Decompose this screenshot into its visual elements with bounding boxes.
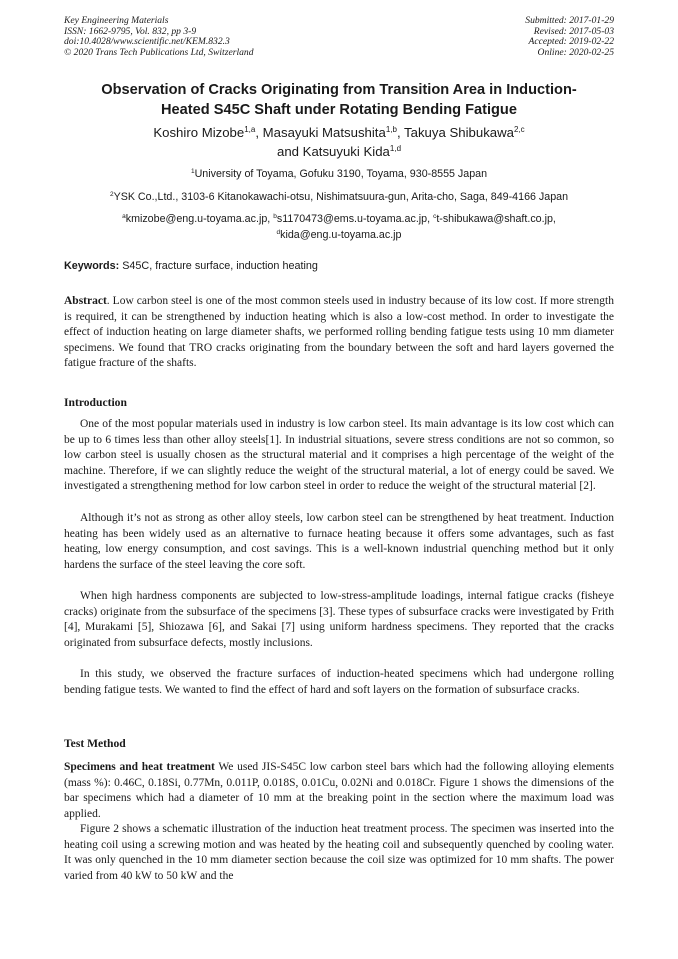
author-name: Koshiro Mizobe [153, 125, 245, 140]
date-submitted: Submitted: 2017-01-29 [525, 15, 614, 26]
subsection-heading: Specimens and heat treatment [64, 761, 215, 773]
author-and: and [276, 144, 303, 159]
abstract [64, 294, 614, 372]
intro-paragraph-4: In this study, we observed the fracture surfaces of induction-heated specimens which had undergone rolling bending fatigue tests. We wanted to find the effect of hard and soft layers on the formation of subsurface cracks. [64, 668, 614, 696]
author-name: Masayuki Matsushita [262, 125, 386, 140]
email-link[interactable]: t-shibukawa@shaft.co.jp [436, 213, 553, 225]
email-line-2 [40, 227, 638, 243]
journal-copyright: © 2020 Trans Tech Publications Ltd, Switzerland [64, 46, 254, 58]
paper-title [60, 80, 618, 120]
author-separator: , [255, 125, 263, 140]
author-list [60, 123, 618, 161]
intro-paragraph-3: When high hardness components are subjected to low-stress-amplitude loadings, internal fatigue cracks (fisheye cracks) originate from the subsurface of the specimens [3]. These types of subsurface cracks were investigated by Frith [4], Murakami [5], Shiozawa [6], and Sakai [7] using uniform hardness specimens. They reported that the cracks originated from subsurface defects, mostly inclusions. [64, 590, 614, 649]
author-emails [40, 211, 638, 243]
email-mark: d [276, 229, 281, 236]
email-mark: c [433, 213, 437, 220]
email-separator: , [552, 213, 556, 225]
date-revised: Revised: 2017-05-03 [533, 25, 614, 37]
title-line-1: Observation of Cracks Originating from Transition Area in Induction- [101, 82, 577, 98]
author-affil-mark: 2,c [514, 125, 525, 134]
email-link[interactable]: kmizobe@eng.u-toyama.ac.jp [125, 213, 268, 225]
email-mark: a [122, 213, 126, 220]
test-method-paragraph-1 [64, 760, 614, 822]
keywords [64, 260, 614, 272]
keywords-text: S45C, fracture surface, induction heating [119, 260, 318, 272]
keywords-label: Keywords: [64, 260, 120, 272]
author-separator: , [396, 125, 405, 140]
abstract-label: Abstract [64, 295, 107, 307]
author-affil-mark: 1,d [389, 144, 402, 153]
affiliation-2 [40, 190, 638, 205]
email-link[interactable]: s1170473@ems.u-toyama.ac.jp [276, 213, 428, 225]
email-link[interactable]: kida@eng.u-toyama.ac.jp [280, 229, 402, 241]
author-line-2 [60, 142, 618, 161]
journal-issn: ISSN: 1662-9795, Vol. 832, pp 3-9 [64, 25, 197, 37]
intro-paragraph-2: Although it’s not as strong as other alloy steels, low carbon steel can be strengthened by heat treatment. Induction heating has been widely used as an alternative to furnace heating because it offers some advantages, such as fast heating, low energy consumption, and cost savings. This is a well-known industrial quenching method but it only hardens the surface of the steel leaving the core soft. [64, 512, 614, 571]
test-method-text: We used JIS-S45C low carbon steel bars which had the following alloying elements (mass %): 0.46C, 0.18Si, 0.77Mn, 0.011P, 0.018S, 0.01Cu, 0.02Ni and 0.018Cr. Figure 1 shows the dimensions of the bar specimens which had a diameter of 10 mm at the breaking point in the section where the maximum load was applied. [64, 761, 614, 820]
affil-mark: 1 [190, 168, 195, 175]
affil-text: YSK Co.,Ltd., 3103-6 Kitanokawachi-otsu, Nishimatsuura-gun, Arita-cho, Saga, 849-4166 Japan [113, 191, 569, 203]
title-line-2: Heated S45C Shaft under Rotating Bending Fatigue [161, 102, 517, 118]
test-method-paragraph-2: Figure 2 shows a schematic illustration of the induction heat treatment process. The specimen was inserted into the heating coil using a screwing motion and was heated by the heating coil and subsequently quenched by cooling water. It was only quenched in the 10 mm diameter section because the coil size was optimized for 10 mm shafts. The power varied from 40 kW to 50 kW and the [64, 823, 614, 882]
email-separator: , [267, 213, 274, 225]
author-name: Takuya Shibukawa [404, 125, 514, 140]
date-online: Online: 2020-02-25 [537, 46, 614, 58]
author-affil-mark: 1,b [385, 125, 397, 134]
email-line-1 [40, 211, 638, 227]
intro-paragraph-1: One of the most popular materials used in industry is low carbon steel. Its main advantage is its low cost which can be up to 6 times less than other alloy steels[1]. In industrial situations, severe stress conditions are not so common, so low carbon steel is usually chosen as the structural material and it comprises a high percentage of the weight of the machine. Therefore, if we can slightly reduce the weight of the structural material, a lot of energy could be saved. We investigated a strengthening method for low carbon steel in order to reduce the weight of the structural material [2]. [64, 418, 614, 493]
author-affil-mark: 1,a [244, 125, 256, 134]
affil-mark: 2 [109, 191, 114, 198]
author-name: Katsuyuki Kida [302, 144, 390, 159]
journal-name: Key Engineering Materials [64, 15, 169, 26]
affiliation-1 [40, 167, 638, 182]
email-separator: , [427, 213, 434, 225]
affil-text: University of Toyama, Gofuku 3190, Toyama, 930-8555 Japan [194, 168, 488, 180]
author-line-1 [60, 123, 618, 142]
journal-info [64, 16, 254, 58]
section-heading-introduction: Introduction [64, 396, 127, 409]
abstract-text: . Low carbon steel is one of the most common steels used in industry because of its low cost. If more strength is required, it can be strengthened by induction heating which is also a low-cost method. In order to investigate the effect of induction heating on large diameter shafts, we performed rolling bending fatigue tests using 10 mm diameter specimens. We found that TRO cracks originating from the boundary between the soft and hard layers governed the fatigue fracture of the shafts. [64, 295, 614, 370]
section-heading-test-method: Test Method [64, 737, 126, 750]
date-accepted: Accepted: 2019-02-22 [528, 36, 614, 48]
publication-dates [525, 16, 614, 58]
journal-doi: doi:10.4028/www.scientific.net/KEM.832.3 [64, 36, 230, 48]
email-mark: b [273, 213, 277, 220]
